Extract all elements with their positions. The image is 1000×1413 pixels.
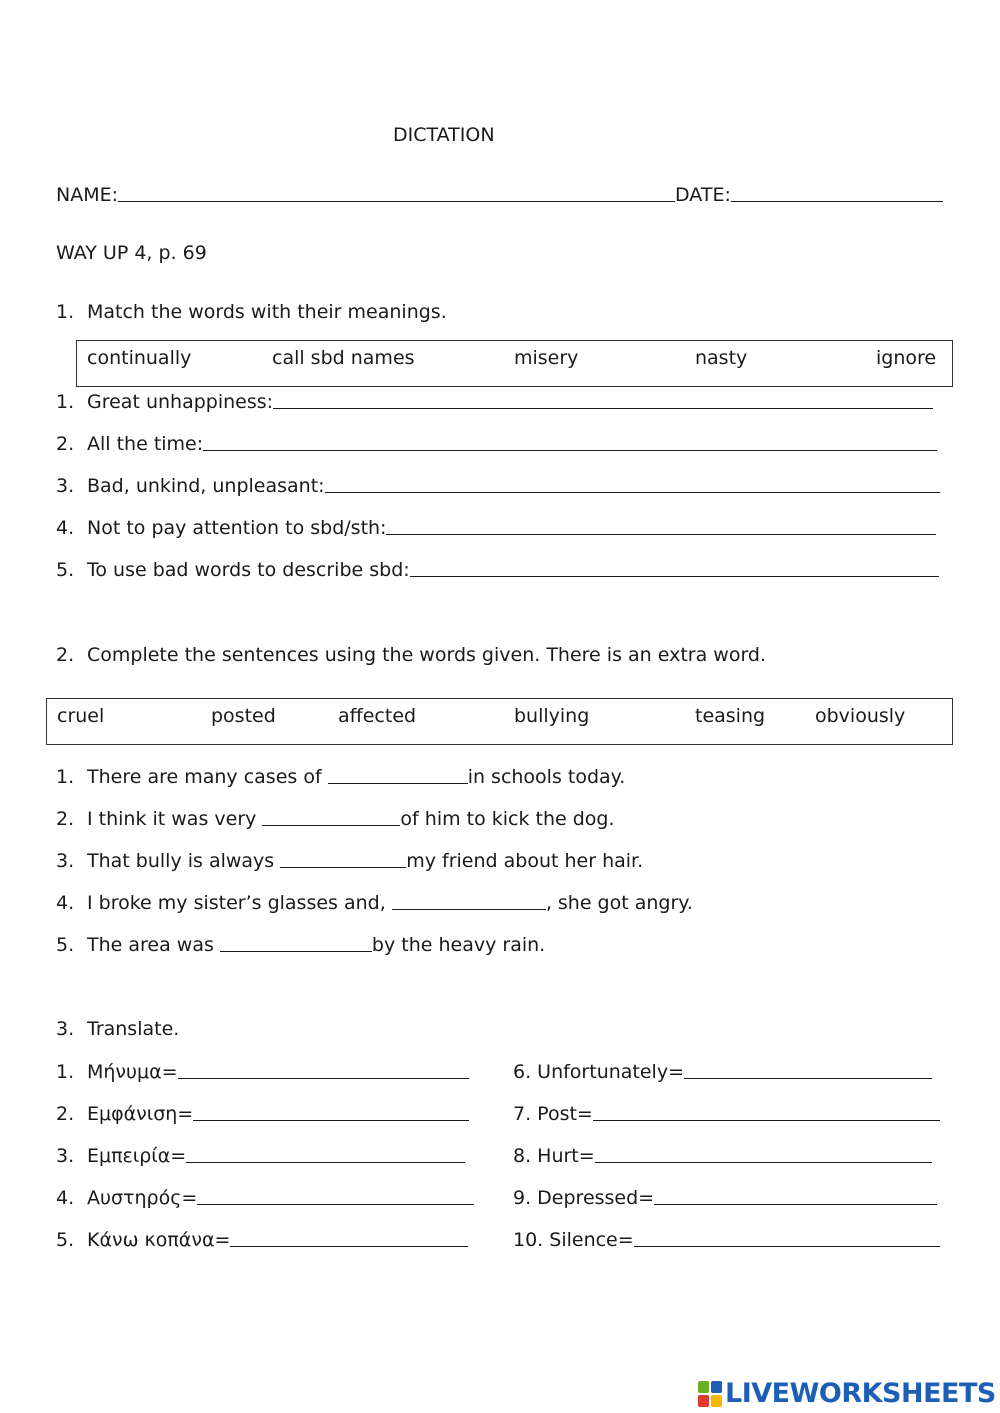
item-text: Μήνυμα= xyxy=(87,1061,178,1083)
item-text: 10. Silence= xyxy=(513,1229,634,1251)
word-bank-item: bullying xyxy=(514,705,590,727)
match-item xyxy=(56,475,940,497)
sentence-end: by the heavy rain. xyxy=(371,934,546,956)
item-number: 4. xyxy=(56,1187,75,1209)
logo-mark-icon xyxy=(698,1381,722,1407)
word-bank-item: continually xyxy=(87,347,192,369)
section2-heading xyxy=(56,644,766,666)
item-text: 6. Unfortunately= xyxy=(513,1061,684,1083)
translate-item xyxy=(56,1145,465,1167)
answer-input[interactable] xyxy=(392,909,546,910)
item-text: Not to pay attention to sbd/sth: xyxy=(87,517,387,539)
translate-item xyxy=(56,1103,469,1125)
sentence-end: , she got angry. xyxy=(545,892,693,914)
word-bank-item: cruel xyxy=(57,705,105,727)
answer-input[interactable] xyxy=(186,1162,465,1163)
translate-item xyxy=(513,1187,937,1209)
logo-square-blue xyxy=(711,1381,722,1393)
section3-heading xyxy=(56,1018,179,1040)
answer-input[interactable] xyxy=(273,408,933,409)
answer-input[interactable] xyxy=(262,825,400,826)
sentence-end: of him to kick the dog. xyxy=(400,808,615,830)
item-text: Bad, unkind, unpleasant: xyxy=(87,475,325,497)
translate-item xyxy=(513,1229,940,1251)
item-text: 9. Depressed= xyxy=(513,1187,655,1209)
item-text: Great unhappiness: xyxy=(87,391,274,413)
item-text: 8. Hurt= xyxy=(513,1145,595,1167)
name-input[interactable] xyxy=(118,201,675,202)
section1-heading xyxy=(56,301,447,323)
section2-instruction: Complete the sentences using the words given. There is an extra word. xyxy=(87,644,767,666)
item-number: 2. xyxy=(56,433,75,455)
section3-number: 3. xyxy=(56,1018,75,1040)
answer-input[interactable] xyxy=(178,1078,469,1079)
translate-item xyxy=(56,1229,468,1251)
match-item xyxy=(56,433,937,455)
liveworksheets-logo xyxy=(698,1378,996,1409)
section1-number: 1. xyxy=(56,301,75,323)
item-text: Εμπειρία= xyxy=(87,1145,187,1167)
match-item xyxy=(56,391,933,413)
item-text: To use bad words to describe sbd: xyxy=(87,559,410,581)
logo-square-green xyxy=(698,1381,709,1393)
sentence-start: I broke my sister’s glasses and, xyxy=(87,892,392,914)
answer-input[interactable] xyxy=(328,783,468,784)
sentence-item xyxy=(56,892,693,914)
word-bank-2 xyxy=(46,698,953,745)
match-item xyxy=(56,517,936,539)
sentence-item xyxy=(56,766,625,788)
item-number: 4. xyxy=(56,892,75,914)
answer-input[interactable] xyxy=(280,867,406,868)
logo-square-red xyxy=(698,1395,709,1407)
item-number: 5. xyxy=(56,1229,75,1251)
item-number: 4. xyxy=(56,517,75,539)
item-number: 1. xyxy=(56,766,75,788)
answer-input[interactable] xyxy=(593,1120,940,1121)
item-number: 2. xyxy=(56,808,75,830)
item-number: 2. xyxy=(56,1103,75,1125)
item-text: 7. Post= xyxy=(513,1103,593,1125)
translate-item xyxy=(56,1061,469,1083)
word-bank-item: call sbd names xyxy=(272,347,415,369)
translate-item xyxy=(56,1187,474,1209)
answer-input[interactable] xyxy=(634,1246,940,1247)
word-bank-item: posted xyxy=(211,705,276,727)
translate-item xyxy=(513,1103,940,1125)
translate-item xyxy=(513,1145,932,1167)
sentence-start: There are many cases of xyxy=(87,766,328,788)
reference: WAY UP 4, p. 69 xyxy=(56,242,207,264)
item-number: 1. xyxy=(56,1061,75,1083)
section3-instruction: Translate. xyxy=(87,1018,180,1040)
date-input[interactable] xyxy=(731,201,943,202)
item-number: 1. xyxy=(56,391,75,413)
sentence-item xyxy=(56,934,545,956)
match-item xyxy=(56,559,939,581)
sentence-end: in schools today. xyxy=(467,766,626,788)
item-text: Εμφάνιση= xyxy=(87,1103,194,1125)
word-bank-item: ignore xyxy=(876,347,937,369)
item-text: Κάνω κοπάνα= xyxy=(87,1229,231,1251)
sentence-start: I think it was very xyxy=(87,808,263,830)
date-label: DATE: xyxy=(675,184,731,206)
answer-input[interactable] xyxy=(197,1204,474,1205)
answer-input[interactable] xyxy=(230,1246,468,1247)
section2-number: 2. xyxy=(56,644,75,666)
word-bank-item: nasty xyxy=(695,347,748,369)
item-number: 5. xyxy=(56,934,75,956)
item-number: 3. xyxy=(56,475,75,497)
name-label: NAME: xyxy=(56,184,119,206)
word-bank-item: teasing xyxy=(695,705,766,727)
item-text: All the time: xyxy=(87,433,204,455)
answer-input[interactable] xyxy=(193,1120,469,1121)
item-number: 5. xyxy=(56,559,75,581)
item-number: 3. xyxy=(56,850,75,872)
header-row xyxy=(56,184,943,206)
sentence-item xyxy=(56,850,643,872)
item-number: 3. xyxy=(56,1145,75,1167)
sentence-start: The area was xyxy=(87,934,220,956)
word-bank-item: affected xyxy=(338,705,417,727)
word-bank-item: obviously xyxy=(815,705,906,727)
section1-instruction: Match the words with their meanings. xyxy=(87,301,447,323)
word-bank-1 xyxy=(76,340,953,387)
sentence-end: my friend about her hair. xyxy=(406,850,644,872)
translate-item xyxy=(513,1061,932,1083)
answer-input[interactable] xyxy=(595,1162,932,1163)
answer-input[interactable] xyxy=(220,951,372,952)
logo-square-yellow xyxy=(711,1395,722,1407)
answer-input[interactable] xyxy=(410,576,939,577)
word-bank-item: misery xyxy=(514,347,579,369)
item-text: Αυστηρός= xyxy=(87,1187,198,1209)
logo-text: LIVEWORKSHEETS xyxy=(725,1378,996,1409)
sentence-start: That bully is always xyxy=(87,850,281,872)
sentence-item xyxy=(56,808,615,830)
answer-input[interactable] xyxy=(654,1204,937,1205)
answer-input[interactable] xyxy=(684,1078,932,1079)
answer-input[interactable] xyxy=(203,450,937,451)
answer-input[interactable] xyxy=(325,492,940,493)
page-title: DICTATION xyxy=(393,124,495,146)
answer-input[interactable] xyxy=(386,534,936,535)
